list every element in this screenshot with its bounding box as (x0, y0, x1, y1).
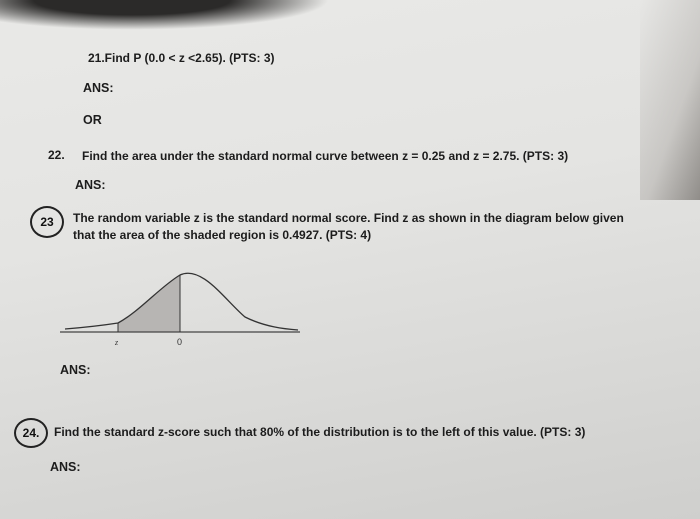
q22-ans-label: ANS: (75, 178, 106, 192)
q24-number-circle (14, 418, 48, 448)
q24-ans-label: ANS: (50, 460, 81, 474)
normal-curve-diagram (60, 265, 300, 355)
q24-text: Find the standard z-score such that 80% of the distribution is to the left of this value. (PTS: 3) (54, 425, 586, 439)
q23-number-circle (30, 206, 64, 238)
q24-number: 24. (22, 426, 40, 440)
q21-ans-label: ANS: (83, 81, 114, 95)
q22-number: 22. (48, 148, 65, 162)
q21-text: 21.Find P (0.0 < z <2.65). (PTS: 3) (88, 51, 275, 65)
zero-label: 0 (177, 337, 183, 347)
q22-text: Find the area under the standard normal curve between z = 0.25 and z = 2.75. (PTS: 3) (82, 149, 569, 163)
shaded-region (118, 275, 180, 332)
q23-ans-label: ANS: (60, 363, 91, 377)
page-edge-shadow (640, 0, 700, 200)
q23-number: 23 (40, 215, 54, 229)
q23-line1: The random variable z is the standard normal score. Find z as shown in the diagram below given (73, 211, 624, 225)
z-label: z (115, 338, 119, 347)
q23-line2: that the area of the shaded region is 0.4927. (PTS: 4) (73, 228, 372, 242)
top-shadow (0, 0, 330, 30)
bell-curve (65, 273, 298, 330)
q21-or-label: OR (83, 113, 102, 127)
